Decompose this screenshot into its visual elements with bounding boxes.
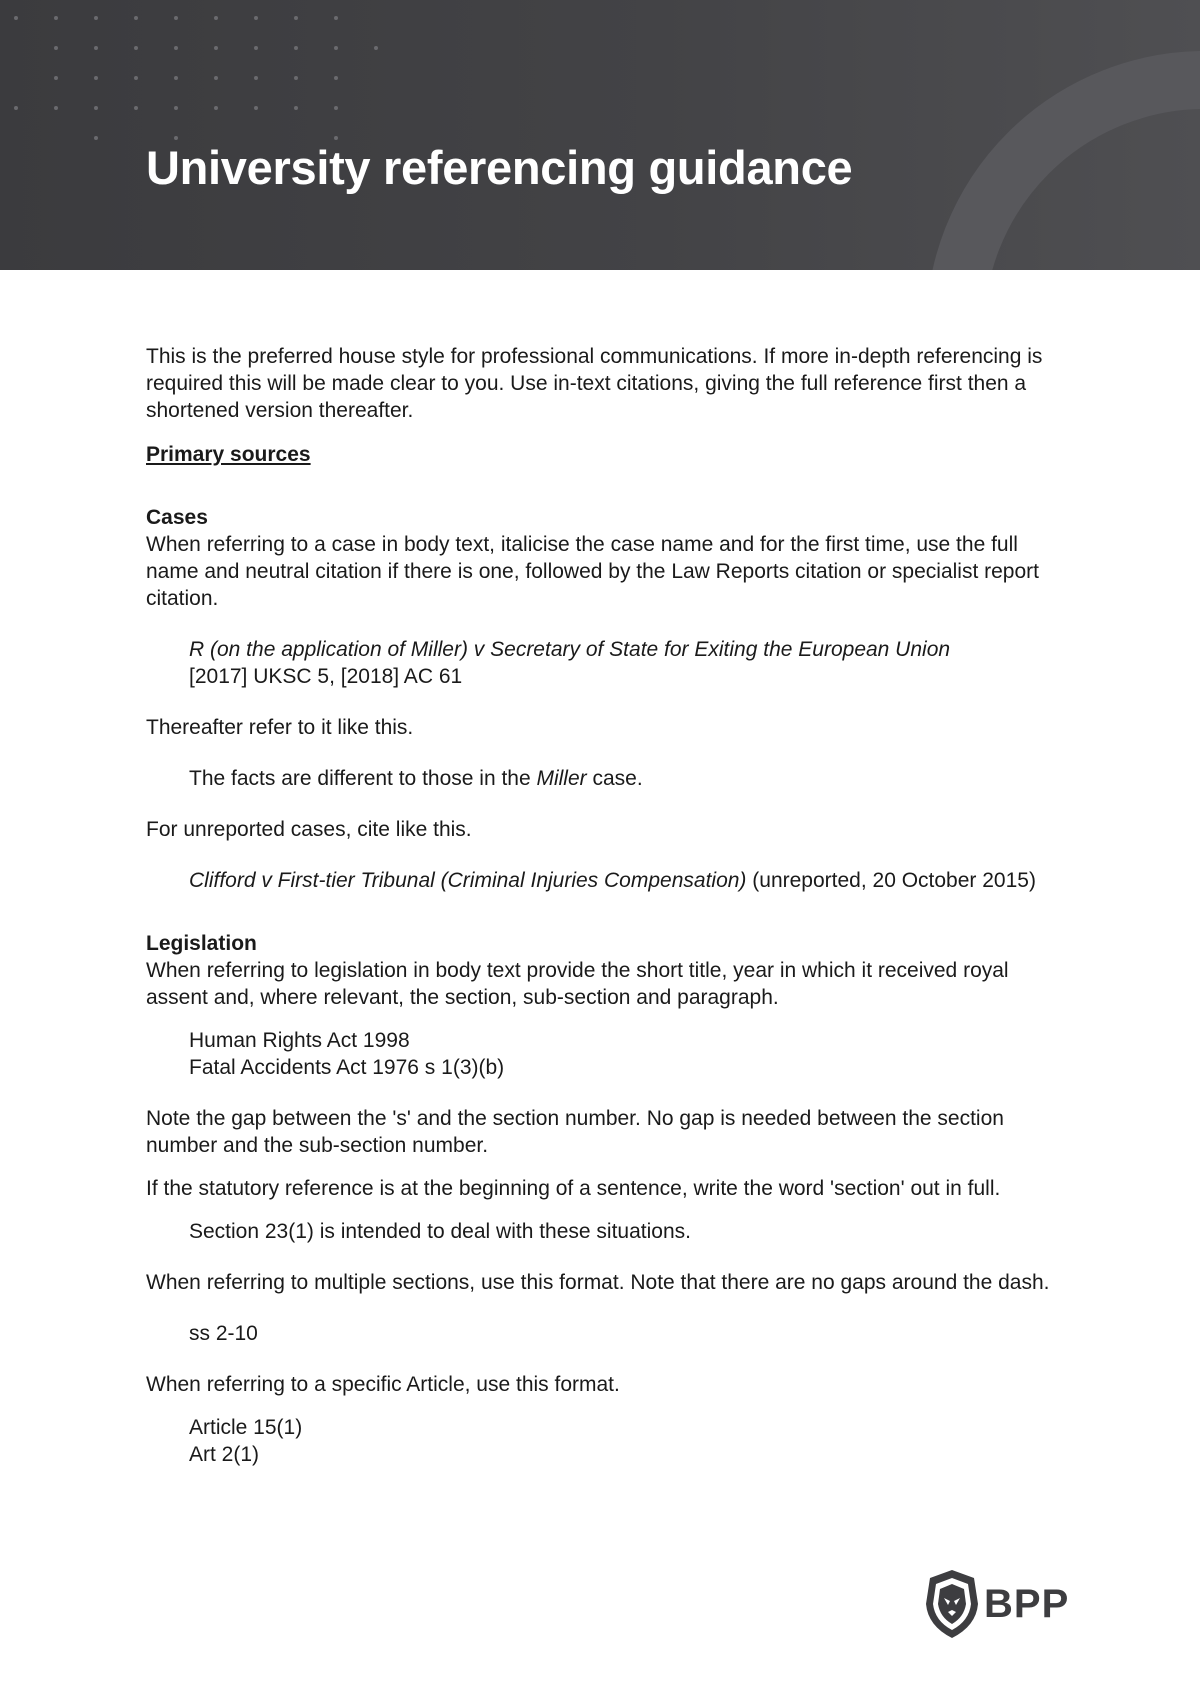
unreported-intro: For unreported cases, cite like this. [146, 818, 472, 841]
short-form-after: case. [586, 767, 643, 790]
thereafter-text: Thereafter refer to it like this. [146, 716, 414, 739]
primary-sources-heading: Primary sources [146, 443, 311, 466]
intro-paragraph: This is the preferred house style for professional communications. If more in-depth referencing is required this will be made clear to you. Use in-text citations, giving the full reference first then a shortened version thereafter. [146, 345, 1043, 422]
page-title: University referencing guidance [146, 141, 853, 194]
multiple-sections-example: ss 2-10 [189, 1322, 258, 1345]
cases-body: When referring to a case in body text, italicise the case name and for the first time, use the full name and neutral citation if there is one, followed by the Law Reports citation or specialist report citation. [146, 533, 1039, 610]
short-form-example [146, 765, 1066, 792]
legislation-example: Fatal Accidents Act 1976 s 1(3)(b) [189, 1056, 505, 1079]
lion-shield-icon [922, 1568, 982, 1640]
multiple-sections-note: When referring to multiple sections, use this format. Note that there are no gaps around the dash. [146, 1271, 1050, 1294]
banner-decoration [0, 0, 1200, 270]
document-body [146, 343, 1066, 1468]
article-example: Art 2(1) [189, 1443, 260, 1466]
header-banner [0, 0, 1200, 270]
short-form-name: Miller [536, 767, 587, 790]
unreported-example [146, 867, 1066, 894]
article-examples [146, 1414, 1066, 1468]
legislation-body: When referring to legislation in body text provide the short title, year in which it received royal assent and, where relevant, the section, sub-section and paragraph. [146, 959, 1009, 1009]
cases-heading: Cases [146, 506, 208, 529]
case-example-name: R (on the application of Miller) v Secretary of State for Exiting the European Union [189, 638, 951, 661]
legislation-heading: Legislation [146, 932, 257, 955]
case-example [146, 636, 1066, 690]
gap-note: Note the gap between the 's' and the section number. No gap is needed between the section number and the sub-section number. [146, 1107, 1004, 1157]
bpp-logo [922, 1568, 1070, 1640]
unreported-case-name: Clifford v First-tier Tribunal (Criminal Injuries Compensation) [189, 869, 747, 892]
short-form-before: The facts are different to those in the [189, 767, 537, 790]
unreported-case-details: (unreported, 20 October 2015) [746, 869, 1036, 892]
article-example: Article 15(1) [189, 1416, 303, 1439]
section-example: Section 23(1) is intended to deal with these situations. [189, 1220, 691, 1243]
article-note: When referring to a specific Article, use this format. [146, 1373, 620, 1396]
bpp-logo-text: BPP [984, 1582, 1070, 1626]
case-example-citation: [2017] UKSC 5, [2018] AC 61 [189, 665, 463, 688]
statutory-note: If the statutory reference is at the beginning of a sentence, write the word 'section' out in full. [146, 1177, 1001, 1200]
legislation-examples [146, 1027, 1066, 1081]
legislation-example: Human Rights Act 1998 [189, 1029, 410, 1052]
